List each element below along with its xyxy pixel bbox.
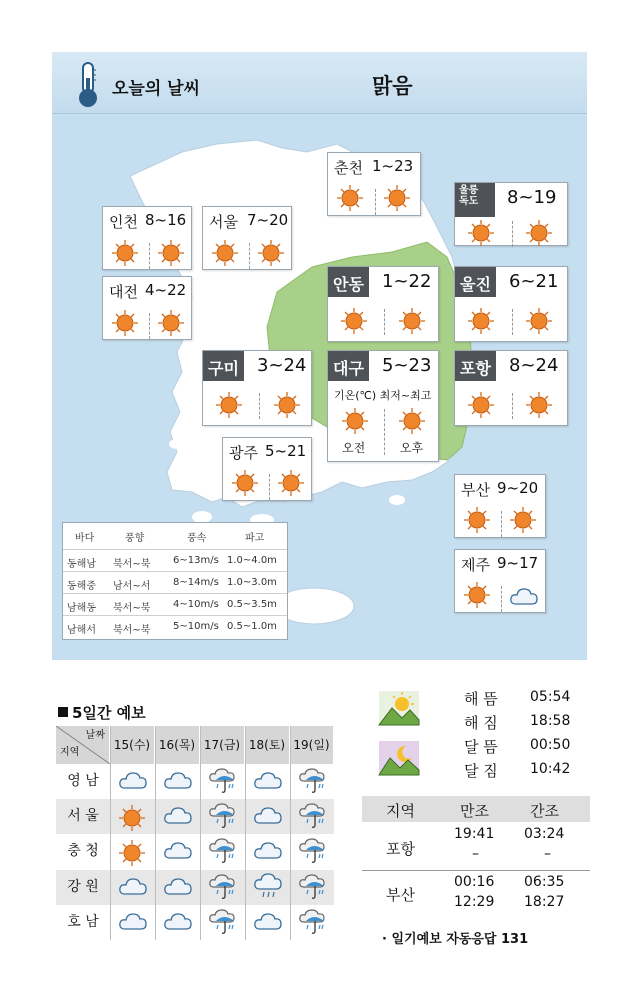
city-name: 광주 [229, 444, 258, 462]
cloud-icon [118, 769, 148, 795]
sun-icon [111, 239, 139, 267]
row-divider [63, 615, 287, 616]
cloud-icon [509, 585, 539, 607]
city-box-daegu [327, 350, 439, 462]
sunset-label: 해 짐 [464, 714, 498, 732]
city-tag: 구미 [203, 351, 244, 381]
square-bullet-icon [58, 707, 68, 717]
tide-low: 18:27 [524, 894, 565, 910]
city-box-seoul [202, 206, 292, 270]
forecast-corner-cell [56, 726, 110, 764]
city-tag: 대구 [328, 351, 369, 381]
drizzle-icon [253, 872, 283, 898]
sea-cell: 북서~북 [113, 603, 151, 614]
sea-cell: 북서~북 [113, 559, 151, 570]
cloud-icon [118, 875, 148, 901]
sun-icon [525, 307, 553, 335]
city-temp: 5~21 [265, 442, 307, 460]
sun-icon [157, 239, 185, 267]
city-tag: 울진 [455, 267, 496, 297]
city-temp: 3~24 [257, 355, 307, 376]
sun-icon [231, 469, 259, 497]
sea-cell: 0.5~3.5m [227, 599, 277, 610]
city-temp: 1~22 [382, 271, 432, 292]
am-pm-divider [512, 393, 513, 419]
sunrise-label: 해 뜸 [464, 690, 498, 708]
tide-header [362, 796, 590, 822]
sun-icon [118, 804, 148, 830]
sea-cell: 동해중 [67, 581, 96, 592]
sea-header: 풍속 [187, 533, 207, 544]
city-box-daejeon [102, 276, 192, 340]
forecast-row [56, 870, 334, 905]
rain-icon [208, 872, 238, 898]
city-tag: 안동 [328, 267, 369, 297]
cloud-icon [253, 804, 283, 830]
rain-icon [298, 836, 328, 862]
cloud-icon [253, 839, 283, 865]
forecast-region: 호 남 [67, 913, 99, 930]
city-temp: 8~19 [507, 187, 557, 208]
rain-icon [298, 872, 328, 898]
cloud-icon [253, 910, 283, 936]
am-pm-divider [501, 511, 502, 537]
column-divider [245, 726, 246, 940]
forecast-region: 서 울 [67, 808, 99, 825]
row-divider [63, 571, 287, 572]
sunrise-icon [378, 690, 420, 726]
am-pm-divider [384, 409, 385, 455]
sun-icon [111, 309, 139, 337]
sea-cell: 6~13m/s [173, 555, 219, 566]
sun-icon [525, 219, 553, 247]
city-box-uljin [454, 266, 568, 342]
city-box-gumi [202, 350, 312, 426]
city-box-chuncheon [327, 152, 421, 216]
auto-response-info: · 일기예보 자동응답 131 [382, 932, 529, 947]
sun-icon [525, 391, 553, 419]
city-temp: 1~23 [372, 157, 414, 175]
sea-cell: 남해동 [67, 603, 96, 614]
city-name: 춘천 [334, 159, 363, 177]
forecast-day-header: 19(일) [290, 726, 334, 764]
sea-cell: 북서~북 [113, 625, 151, 636]
forecast-day-header: 15(수) [110, 726, 155, 764]
tide-high: 19:41 [454, 826, 495, 842]
sun-icon [463, 506, 491, 534]
sea-cell: 0.5~1.0m [227, 621, 277, 632]
city-name: 제주 [461, 556, 490, 574]
sun-icon [257, 239, 285, 267]
pm-label: 오후 [400, 441, 424, 455]
temp-legend-label: 기온(℃) 최저~최고 [334, 389, 432, 402]
sun-icon [467, 307, 495, 335]
forecast-region: 충 청 [67, 843, 99, 860]
city-box-gwangju [222, 437, 312, 501]
sun-icon [340, 307, 368, 335]
rain-icon [298, 766, 328, 792]
cloud-icon [253, 769, 283, 795]
forecast-table [56, 726, 334, 940]
forecast-row [56, 799, 334, 834]
sea-cell: 5~10m/s [173, 621, 219, 632]
am-pm-divider [249, 243, 250, 269]
am-label: 오전 [342, 441, 366, 455]
forecast-day-header: 17(금) [200, 726, 245, 764]
rain-icon [208, 801, 238, 827]
city-box-jeju [454, 549, 546, 613]
tide-row-divider [362, 870, 590, 871]
forecast-day-header: 16(목) [155, 726, 200, 764]
row-divider [63, 549, 287, 550]
sun-icon [215, 391, 243, 419]
forecast-region: 영 남 [67, 773, 99, 789]
forecast-title [58, 702, 146, 723]
forecast-row [56, 905, 334, 940]
city-tag: 울릉 독도 [455, 183, 495, 217]
sea-cell: 남해서 [67, 625, 96, 636]
moonrise-label: 달 뜸 [464, 738, 498, 756]
city-box-andong [327, 266, 439, 342]
city-temp: 7~20 [247, 211, 289, 229]
city-box-ulleung [454, 182, 568, 246]
sun-icon [509, 506, 537, 534]
rain-icon [208, 907, 238, 933]
city-name: 인천 [109, 213, 138, 231]
sea-cell: 1.0~4.0m [227, 555, 277, 566]
sunset-time: 18:58 [530, 713, 571, 729]
city-temp: 9~20 [497, 479, 539, 497]
column-divider [155, 726, 156, 940]
tide-region: 부산 [386, 886, 415, 904]
am-pm-divider [501, 586, 502, 612]
forecast-row [56, 834, 334, 869]
city-tag: 포항 [455, 351, 496, 381]
column-divider [200, 726, 201, 940]
city-temp: 5~23 [382, 355, 432, 376]
city-temp: 6~21 [509, 271, 559, 292]
sun-icon [341, 407, 369, 435]
tide-low: 03:24 [524, 826, 565, 842]
am-pm-divider [384, 309, 385, 335]
sun-icon [398, 307, 426, 335]
cloud-icon [163, 839, 193, 865]
forecast-title-text: 5일간 예보 [72, 704, 146, 722]
sun-icon [211, 239, 239, 267]
moonset-label: 달 짐 [464, 762, 498, 780]
tide-high: – [472, 846, 479, 862]
city-box-busan [454, 474, 546, 538]
corner-date-label: 날짜 [85, 730, 105, 741]
rain-icon [298, 801, 328, 827]
cloud-icon [163, 769, 193, 795]
sea-condition-table [62, 522, 288, 640]
tide-high: 00:16 [454, 874, 495, 890]
tide-header-high: 만조 [460, 802, 489, 820]
sun-icon [277, 469, 305, 497]
column-divider [290, 726, 291, 940]
sun-icon [273, 391, 301, 419]
cloud-icon [163, 804, 193, 830]
am-pm-divider [512, 221, 513, 247]
tide-header-low: 간조 [530, 802, 559, 820]
am-pm-divider [269, 474, 270, 500]
sea-header: 풍향 [125, 533, 145, 544]
column-divider [110, 726, 111, 940]
city-temp: 8~16 [145, 211, 187, 229]
city-box-incheon [102, 206, 192, 270]
sea-cell: 4~10m/s [173, 599, 219, 610]
city-name: 대전 [109, 283, 138, 301]
city-box-pohang [454, 350, 568, 426]
sun-icon [467, 391, 495, 419]
sun-icon [157, 309, 185, 337]
sun-icon [336, 184, 364, 212]
rain-icon [298, 907, 328, 933]
sea-header: 바다 [75, 533, 95, 544]
city-name: 부산 [461, 481, 490, 499]
sea-header: 파고 [245, 533, 265, 544]
corner-region-label: 지역 [60, 747, 80, 758]
page-title: 오늘의 날씨 [112, 79, 201, 99]
sea-cell: 남서~서 [113, 581, 151, 592]
forecast-row [56, 764, 334, 799]
moonset-time: 10:42 [530, 761, 571, 777]
forecast-region: 강 원 [67, 878, 99, 895]
am-pm-divider [259, 393, 260, 419]
tide-header-region: 지역 [386, 802, 415, 820]
cloud-icon [118, 910, 148, 936]
sun-icon [118, 839, 148, 865]
tide-high: 12:29 [454, 894, 495, 910]
am-pm-divider [375, 189, 376, 215]
sun-icon [398, 407, 426, 435]
sunrise-time: 05:54 [530, 689, 571, 705]
city-temp: 8~24 [509, 355, 559, 376]
row-divider [63, 593, 287, 594]
city-temp: 4~22 [145, 281, 187, 299]
sea-cell: 1.0~3.0m [227, 577, 277, 588]
city-temp: 9~17 [497, 554, 539, 572]
moonrise-time: 00:50 [530, 737, 571, 753]
rain-icon [208, 766, 238, 792]
cloud-icon [163, 875, 193, 901]
sea-cell: 동해남 [67, 559, 96, 570]
tide-low: 06:35 [524, 874, 565, 890]
moonrise-icon [378, 740, 420, 776]
am-pm-divider [512, 309, 513, 335]
tide-low: – [544, 846, 551, 862]
cloud-icon [163, 910, 193, 936]
sun-icon [467, 219, 495, 247]
forecast-day-header: 18(토) [245, 726, 290, 764]
tide-region: 포항 [386, 840, 415, 858]
sea-cell: 8~14m/s [173, 577, 219, 588]
sun-icon [383, 184, 411, 212]
am-pm-divider [149, 243, 150, 269]
rain-icon [208, 836, 238, 862]
city-name: 서울 [209, 213, 238, 231]
am-pm-divider [149, 313, 150, 339]
sun-icon [463, 581, 491, 609]
weather-condition: 맑음 [372, 74, 413, 98]
